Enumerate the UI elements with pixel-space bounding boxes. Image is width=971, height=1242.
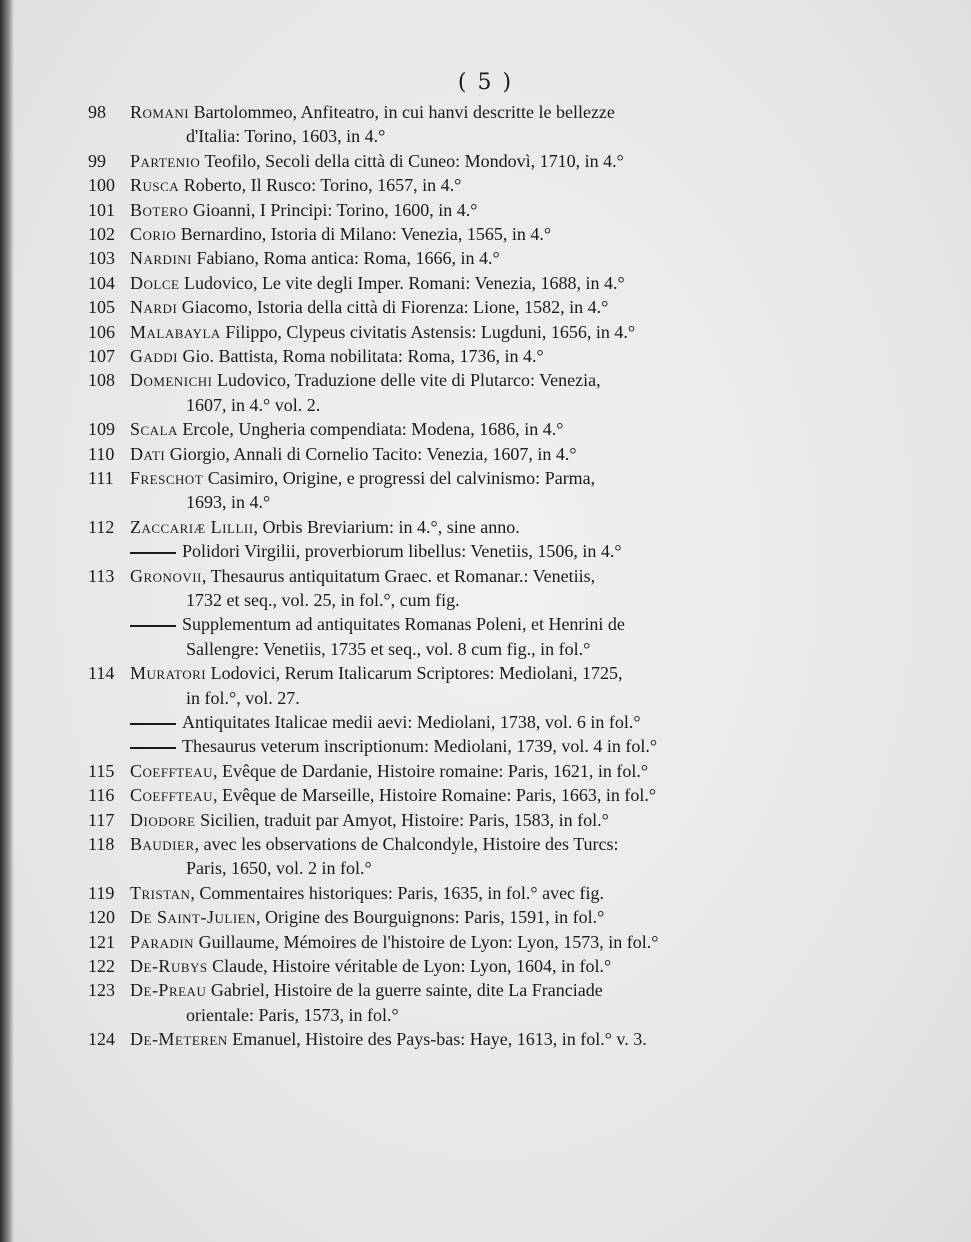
entry-continuation: d'Italia: Torino, 1603, in 4.° bbox=[186, 126, 386, 147]
entry-line bbox=[88, 271, 778, 295]
entry-number: 99 bbox=[88, 150, 106, 171]
entry-line bbox=[88, 954, 778, 978]
entry-line bbox=[88, 612, 778, 636]
entry-number: 98 bbox=[88, 102, 106, 122]
entry-line bbox=[88, 515, 778, 539]
entry-author: Diodore bbox=[130, 809, 196, 830]
entry-line bbox=[88, 564, 778, 588]
entry-continuation: 1693, in 4.° bbox=[186, 492, 271, 513]
entry-author: De-Meteren bbox=[130, 1029, 228, 1050]
entry-continuation: in fol.°, vol. 27. bbox=[186, 687, 300, 708]
entry-number: 105 bbox=[88, 297, 115, 318]
entry-author: Zaccariæ Lillii bbox=[130, 516, 254, 537]
entry-number: 115 bbox=[88, 760, 115, 781]
entry-line bbox=[88, 710, 778, 734]
entry-number: 101 bbox=[88, 199, 115, 220]
entry-line bbox=[88, 759, 778, 783]
entry-number: 111 bbox=[88, 468, 114, 488]
entry-line bbox=[88, 320, 778, 344]
entry-author: Rusca bbox=[130, 175, 180, 196]
entry-number: 100 bbox=[88, 175, 115, 196]
entry-author: Tristan bbox=[130, 882, 191, 903]
entry-continuation: orientale: Paris, 1573, in fol.° bbox=[186, 1004, 399, 1025]
entry-number: 102 bbox=[88, 224, 115, 244]
entry-number: 124 bbox=[88, 1029, 115, 1050]
entry-author: Scala bbox=[130, 419, 178, 440]
entry-text: Guillaume, Mémoires de l'histoire de Lyon: Lyon, 1573, in fol.° bbox=[194, 931, 659, 952]
entry-line bbox=[88, 978, 778, 1002]
entry-text: , Origine des Bourguignons: Paris, 1591, in fol.° bbox=[255, 907, 605, 928]
entry-text: Giorgio, Annali di Cornelio Tacito: Venezia, 1607, in 4.° bbox=[165, 443, 577, 464]
entry-author: Coeffteau bbox=[130, 785, 213, 806]
entry-text: Giacomo, Istoria della città di Fiorenza: Lione, 1582, in 4.° bbox=[177, 297, 609, 318]
entry-author: Gronovii bbox=[130, 565, 202, 586]
entry-text: Claude, Histoire véritable de Lyon: Lyon, 1604, in fol.° bbox=[207, 956, 612, 976]
entry-line bbox=[88, 930, 778, 954]
entry-number: 103 bbox=[88, 248, 115, 269]
entry-number: 114 bbox=[88, 663, 115, 684]
entry-text: Gio. Battista, Roma nobilitata: Roma, 1736, in 4.° bbox=[178, 346, 544, 366]
ditto-dash bbox=[130, 723, 176, 725]
entry-text: Polidori Virgilii, proverbiorum libellus: Venetiis, 1506, in 4.° bbox=[182, 541, 622, 562]
entry-number: 112 bbox=[88, 516, 115, 537]
entry-author: Muratori bbox=[130, 663, 207, 684]
entry-line bbox=[88, 295, 778, 319]
entry-author: Nardini bbox=[130, 248, 192, 269]
entry-author: Baudier bbox=[130, 834, 195, 854]
entry-line bbox=[88, 222, 778, 246]
entry-number: 121 bbox=[88, 931, 115, 952]
entry-line bbox=[88, 246, 778, 270]
entry-author: Paradin bbox=[130, 931, 195, 952]
entry-author: Dati bbox=[130, 443, 166, 464]
entry-author: Partenio bbox=[130, 150, 201, 171]
entry-line bbox=[88, 808, 778, 832]
entry-text: , Commentaires historiques: Paris, 1635, in fol.° avec fig. bbox=[190, 882, 605, 903]
entry-text: Bartolommeo, Anfiteatro, in cui hanvi descritte le bellezze bbox=[189, 102, 615, 122]
entry-line bbox=[88, 173, 778, 197]
entry-author: De-Rubys bbox=[130, 956, 208, 976]
entry-number: 104 bbox=[88, 272, 115, 293]
entry-text: , Evêque de Marseille, Histoire Romaine: Paris, 1663, in fol.° bbox=[212, 785, 657, 806]
entry-author: Domenichi bbox=[130, 370, 213, 391]
entry-number: 116 bbox=[88, 785, 115, 806]
entry-line bbox=[88, 661, 778, 685]
entry-number: 120 bbox=[88, 907, 115, 928]
entry-author: Coeffteau bbox=[130, 760, 213, 781]
ditto-dash bbox=[130, 552, 176, 554]
entry-line bbox=[88, 1027, 778, 1051]
page-number: ( 5 ) bbox=[457, 70, 514, 95]
entry-author: De Saint-Julien bbox=[130, 907, 256, 928]
entry-number: 113 bbox=[88, 565, 115, 586]
entry-number: 119 bbox=[88, 882, 115, 903]
entry-line bbox=[88, 149, 778, 173]
entry-continuation: Sallengre: Venetiis, 1735 et seq., vol. 8 cum fig., in fol.° bbox=[186, 638, 591, 659]
entry-line bbox=[88, 417, 778, 441]
entry-text: , Orbis Breviarium: in 4.°, sine anno. bbox=[253, 516, 520, 537]
entry-author: Botero bbox=[130, 199, 189, 220]
entry-line bbox=[88, 442, 778, 466]
entry-line bbox=[88, 832, 778, 856]
entry-line bbox=[88, 198, 778, 222]
entry-line bbox=[88, 466, 778, 490]
entry-line bbox=[88, 539, 778, 563]
entry-text: , Thesaurus antiquitatum Graec. et Romanar.: Venetiis, bbox=[201, 565, 596, 586]
entry-text: Casimiro, Origine, e progressi del calvinismo: Parma, bbox=[203, 468, 596, 488]
entry-number: 107 bbox=[88, 346, 115, 366]
page-edge-shadow bbox=[0, 0, 14, 1242]
entry-text: Lodovici, Rerum Italicarum Scriptores: Mediolani, 1725, bbox=[206, 663, 623, 684]
entry-text: Thesaurus veterum inscriptionum: Mediolani, 1739, vol. 4 in fol.° bbox=[182, 736, 658, 757]
entry-text: Fabiano, Roma antica: Roma, 1666, in 4.° bbox=[192, 248, 500, 269]
entry-line bbox=[88, 100, 778, 124]
entry-number: 122 bbox=[88, 956, 115, 976]
ditto-dash bbox=[130, 625, 176, 627]
entry-line bbox=[88, 905, 778, 929]
entry-line bbox=[88, 783, 778, 807]
entry-author: Corio bbox=[130, 224, 177, 244]
entry-text: Bernardino, Istoria di Milano: Venezia, 1565, in 4.° bbox=[176, 224, 552, 244]
entry-author: Dolce bbox=[130, 272, 180, 293]
entry-number: 109 bbox=[88, 419, 115, 440]
entry-text: Ludovico, Traduzione delle vite di Plutarco: Venezia, bbox=[212, 370, 601, 391]
entry-continuation: Paris, 1650, vol. 2 in fol.° bbox=[186, 858, 372, 879]
entry-line bbox=[88, 881, 778, 905]
entry-author: De-Preau bbox=[130, 980, 207, 1001]
entry-number: 108 bbox=[88, 370, 115, 391]
entry-text: Antiquitates Italicae medii aevi: Mediolani, 1738, vol. 6 in fol.° bbox=[182, 712, 641, 732]
entry-author: Nardi bbox=[130, 297, 178, 318]
entry-line bbox=[88, 344, 778, 368]
entry-author: Gaddi bbox=[130, 346, 178, 366]
entry-text: Filippo, Clypeus civitatis Astensis: Lugduni, 1656, in 4.° bbox=[220, 321, 636, 342]
entry-text: Ludovico, Le vite degli Imper. Romani: Venezia, 1688, in 4.° bbox=[179, 272, 625, 293]
entry-number: 123 bbox=[88, 980, 115, 1001]
entry-text: Roberto, Il Rusco: Torino, 1657, in 4.° bbox=[179, 175, 462, 196]
entry-number: 106 bbox=[88, 321, 115, 342]
entry-number: 110 bbox=[88, 443, 115, 464]
entry-text: , Evêque de Dardanie, Histoire romaine: Paris, 1621, in fol.° bbox=[212, 760, 649, 781]
entry-text: Teofilo, Secoli della città di Cuneo: Mondovì, 1710, in 4.° bbox=[200, 150, 624, 171]
entry-author: Freschot bbox=[130, 468, 204, 488]
ditto-dash bbox=[130, 747, 176, 749]
entry-author: Romani bbox=[130, 102, 190, 122]
entry-line bbox=[88, 368, 778, 392]
entry-text: , avec les observations de Chalcondyle, Histoire des Turcs: bbox=[194, 834, 619, 854]
entry-author: Malabayla bbox=[130, 321, 221, 342]
entry-line bbox=[88, 734, 778, 758]
entry-text: Emanuel, Histoire des Pays-bas: Haye, 1613, in fol.° v. 3. bbox=[227, 1029, 647, 1050]
entry-number: 117 bbox=[88, 809, 115, 830]
entry-number: 118 bbox=[88, 834, 115, 854]
entry-text: Ercole, Ungheria compendiata: Modena, 1686, in 4.° bbox=[177, 419, 564, 440]
entry-continuation: 1607, in 4.° vol. 2. bbox=[186, 394, 321, 415]
entry-continuation: 1732 et seq., vol. 25, in fol.°, cum fig. bbox=[186, 590, 460, 610]
entry-text: Sicilien, traduit par Amyot, Histoire: Paris, 1583, in fol.° bbox=[195, 809, 609, 830]
entry-text: Gioanni, I Principi: Torino, 1600, in 4.° bbox=[188, 199, 478, 220]
entry-text: Supplementum ad antiquitates Romanas Poleni, et Henrini de bbox=[182, 614, 625, 635]
entry-text: Gabriel, Histoire de la guerre sainte, dite La Franciade bbox=[206, 980, 603, 1001]
